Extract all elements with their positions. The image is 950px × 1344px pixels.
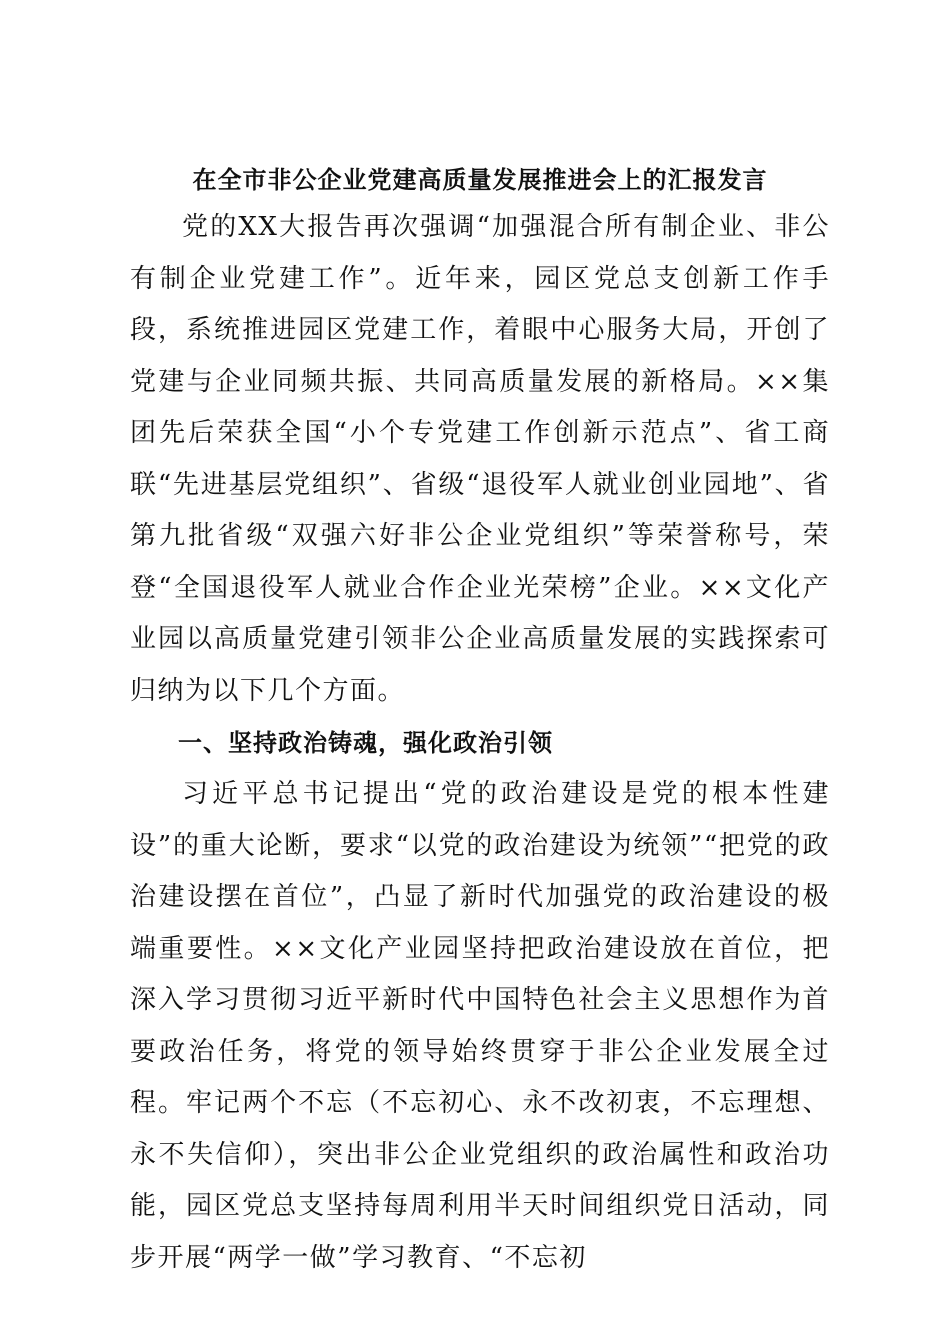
document-title: 在全市非公企业党建高质量发展推进会上的汇报发言 xyxy=(192,166,768,194)
intro-paragraph: 党的XX大报告再次强调“加强混合所有制企业、非公有制企业党建工作”。近年来，园区党总支创新工作手段，系统推进园区党建工作，着眼中心服务大局，开创了党建与企业同频共振、共同高质量发展的新格局。××集团先后荣获全国“小个专党建工作创新示范点”、省工商联“先进基层党组织”、省级“退役军人就业创业园地”、省第九批省级“双强六好非公企业党组织”等荣誉称号，荣登“全国退役军人就业合作企业光荣榜”企业。××文化产业园以高质量党建引领非公企业高质量发展的实践探索可归纳为以下几个方面。 xyxy=(130,212,830,706)
section-paragraph: 习近平总书记提出“党的政治建设是党的根本性建设”的重大论断，要求“以党的政治建设为统领”“把党的政治建设摆在首位”，凸显了新时代加强党的政治建设的极端重要性。××文化产业园坚持把政治建设放在首位，把深入学习贯彻习近平新时代中国特色社会主义思想作为首要政治任务，将党的领导始终贯穿于非公企业发展全过程。牢记两个不忘（不忘初心、永不改初衷，不忘理想、永不失信仰），突出非公企业党组织的政治属性和政治功能，园区党总支坚持每周利用半天时间组织党日活动，同步开展“两学一做”学习教育、“不忘初 xyxy=(130,779,830,1273)
document-body xyxy=(130,160,830,1284)
section-heading: 一、坚持政治铸魂，强化政治引领 xyxy=(178,729,553,757)
